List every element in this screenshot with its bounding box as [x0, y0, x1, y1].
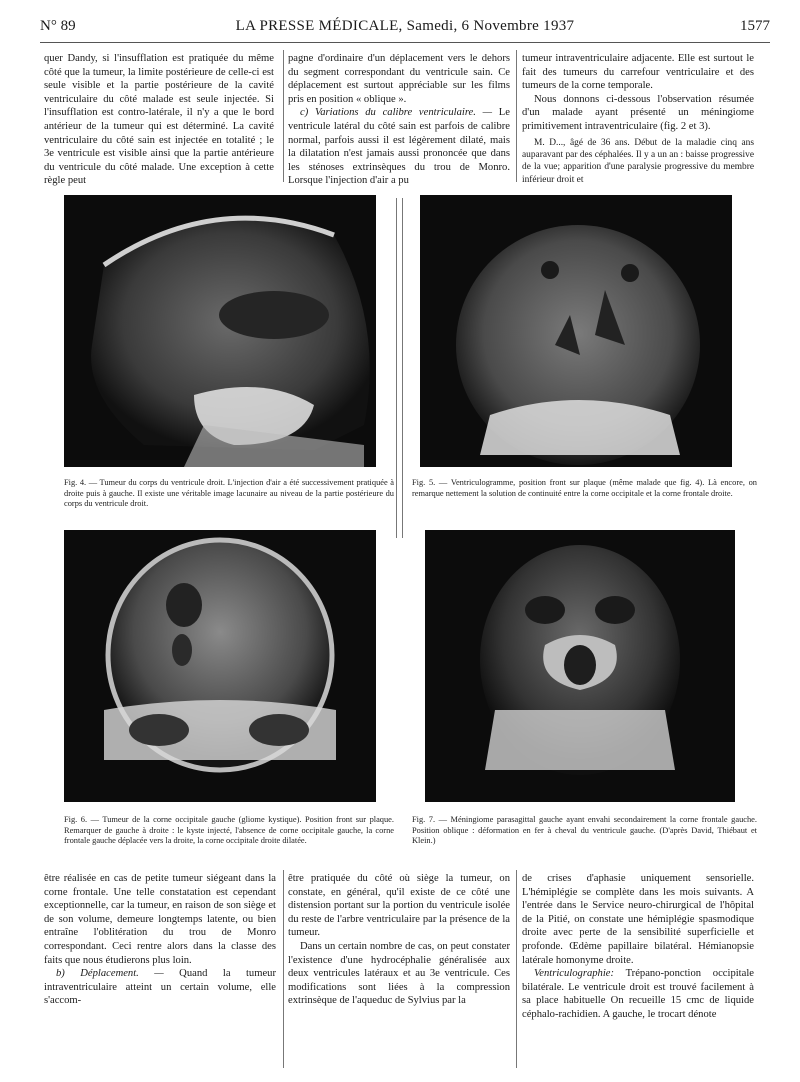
issue-number: N° 89 [40, 18, 76, 34]
column-divider [283, 50, 284, 182]
bottom-column-1 [44, 872, 276, 1008]
bottom-column-3 [522, 872, 754, 1022]
figure-5-caption: Fig. 5. — Ventriculogramme, position front sur plaque (même malade que fig. 4). Là encore, on remarque nettement la solution de continuité entre la corne occipitale et la corne frontale droite. [412, 478, 757, 498]
paragraph: Quand la tumeur intraventriculaire atteint un certain volume, elle s'accom- [44, 968, 276, 1007]
page-header [40, 18, 770, 40]
section-label: c) Variations du calibre ventriculaire. — [300, 107, 493, 119]
top-column-2 [288, 52, 510, 188]
paragraph: tumeur intraventriculaire adjacente. Elle est surtout le fait des tumeurs du carrefour ventriculaire et des tumeurs de la corne temporale. [522, 53, 754, 92]
journal-title: LA PRESSE MÉDICALE, Samedi, 6 Novembre 1937 [235, 18, 575, 34]
figure-4-xray [64, 195, 376, 467]
section-label: b) Déplacement. — [56, 968, 164, 980]
paragraph: quer Dandy, si l'insufflation est pratiquée du même côté que la tumeur, la limite postérieure de celle-ci est seule visible et la partie postérieure de la cavité ventriculaire du côté malade est seule injectée. Si l'insufflation est contro-latérale, il n'y a que le bord antérieur de la tumeur qui est déterminé. La cavité ventriculaire du côté sain est injectée en totalité ; le 3e ventricule est visible ainsi que la partie antérieure du ventricule du côté malade. Une exception à cette règle peut [44, 53, 274, 187]
column-divider [516, 870, 517, 1068]
paragraph: Nous donnons ci-dessous l'observation résumée d'un malade ayant présenté un méningiome primitivement intraventriculaire (fig. 2 et 3). [522, 93, 754, 132]
paragraph: Le ventricule latéral du côté sain est parfois de calibre normal, parfois aussi il est légèrement dilaté, mais la dilatation n'est jamais aussi prononcée que dans les sténoses extrinsèques du trou de Monro. Lorsque l'injection d'air a pu [288, 107, 510, 187]
column-divider [516, 50, 517, 182]
paragraph: pagne d'ordinaire d'un déplacement vers le dehors du segment correspondant du ventricule sain. Ce déplacement est surtout appréciable sur les films pris en position « oblique ». [288, 53, 510, 105]
top-column-3 [522, 52, 754, 186]
paragraph: M. D..., âgé de 36 ans. Début de la maladie cinq ans auparavant par des céphalées. Il y a un an : baisse progressive de la vue; apparition d'une paralysie progressive du membre inférieur droit et [522, 137, 754, 185]
figure-6-caption: Fig. 6. — Tumeur de la corne occipitale gauche (gliome kystique). Position front sur plaque. Remarquer de gauche à droite : le kyste injecté, l'absence de corne occipitale gauche, la corne frontale gauche déplacée vers la droite, la corne occipitale droite dilatée. [64, 815, 394, 846]
paragraph: Trépano-ponction occipitale bilatérale. Le ventricule droit est trouvé facilement à sa place habituelle On recueille 15 cmc de liquide céphalo-rachidien. A gauche, le trocart dénote [522, 968, 754, 1020]
figure-4-caption: Fig. 4. — Tumeur du corps du ventricule droit. L'injection d'air a été successivement pratiquée à droite puis à gauche. Il existe une véritable image lacunaire au niveau de la partie postérieure du corps du ventricule droit. [64, 478, 394, 509]
figure-7-xray [425, 530, 735, 802]
column-divider [283, 870, 284, 1068]
paragraph: être réalisée en cas de petite tumeur siégeant dans la corne frontale. Une telle constatation est cependant exceptionnelle, car la tumeur, en raison de son siège et de son volume, demeure longtemps latente, ou bien entraîne l'oblitération du trou de Monro correspondant. Ceci rentre alors dans la classe des faits que nous étudierons plus loin. [44, 873, 276, 966]
paragraph: Dans un certain nombre de cas, on peut constater l'existence d'une hydrocéphalie généralisée aux deux ventricules latéraux et au 3e ventricule. Ces modifications sont liées à la compression extrinsèque de l'aqueduc de Sylvius par la [288, 940, 510, 1007]
figure-6-xray [64, 530, 376, 802]
figure-5-xray [420, 195, 732, 467]
page-number: 1577 [740, 18, 770, 34]
figure-divider [402, 198, 403, 538]
header-rule [40, 42, 770, 43]
figure-divider [396, 198, 397, 538]
bottom-column-2 [288, 872, 510, 1008]
paragraph: être pratiquée du côté où siège la tumeur, on constate, en général, qu'il existe de ce côté une distension portant sur la portion du ventricule isolée du reste de l'arbre ventriculaire par la présence de la tumeur. [288, 873, 510, 939]
top-column-1 [44, 52, 274, 188]
section-label: Ventriculographie: [534, 968, 615, 980]
paragraph: de crises d'aphasie uniquement sensorielle. L'hémiplégie se complète dans les mois suivants. A l'entrée dans le Service neuro-chirurgical de l'hôpital de la Pitié, on constate une hémiplégie spasmodique droite avec perte de la sensibilité superficielle et profonde. Œdème papillaire bilatéral. Hémianopsie latérale homonyme droite. [522, 873, 754, 966]
figure-7-caption: Fig. 7. — Méningiome parasagittal gauche ayant envahi secondairement la corne frontale gauche. Position oblique : déformation en fer à cheval du ventricule gauche. (D'après David, Thiébaut et Klein.) [412, 815, 757, 846]
